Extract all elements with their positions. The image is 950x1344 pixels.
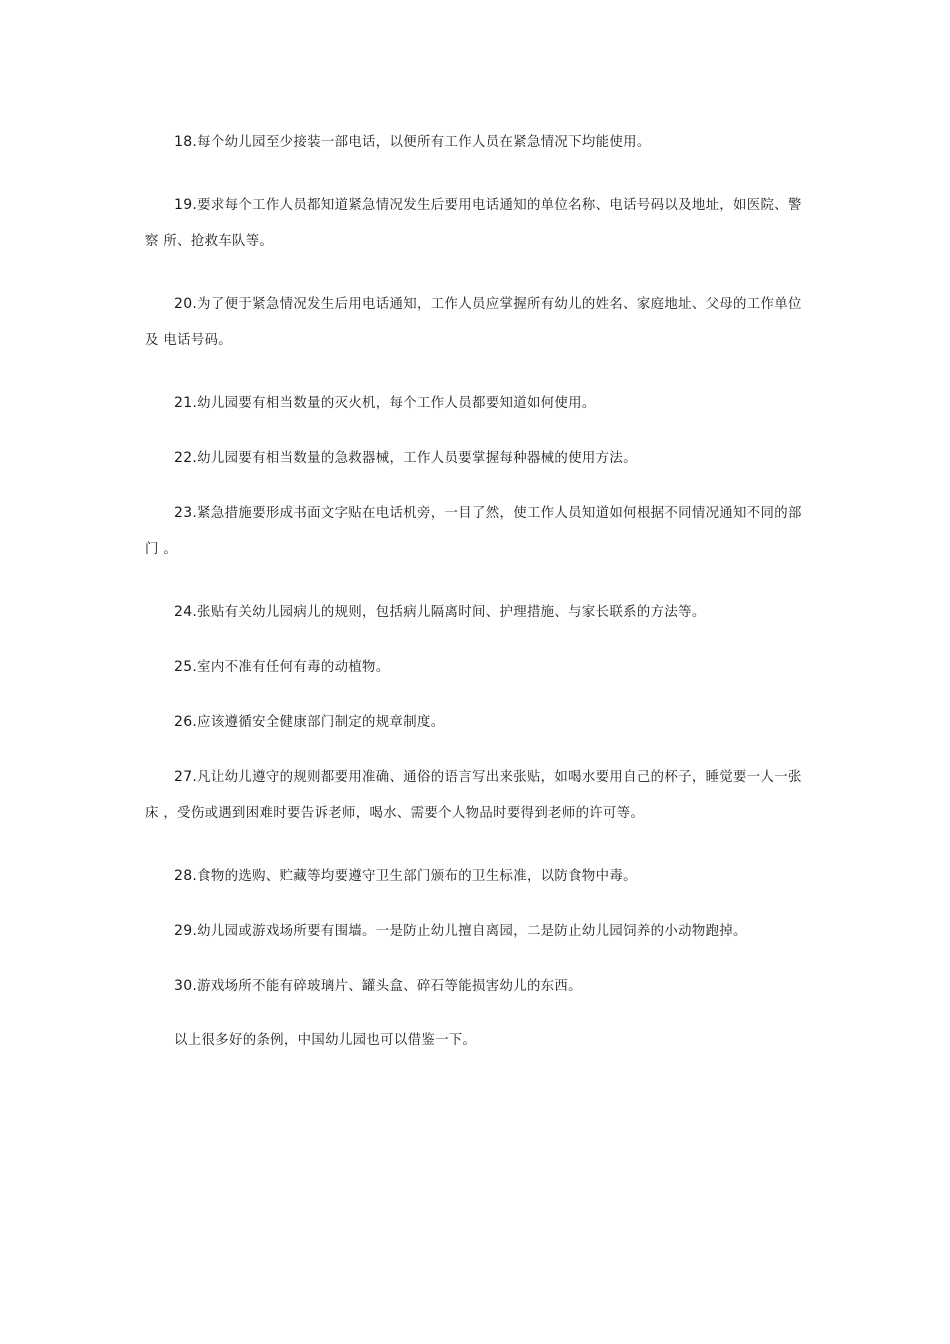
paragraph-26 <box>145 704 813 741</box>
item-text: 室内不准有任何有毒的动植物。 <box>197 660 390 675</box>
item-number: 18. <box>174 134 198 150</box>
item-text: 凡让幼儿遵守的规则都要用准确、通俗的语言写出来张贴，如喝水要用自己的杯子，睡觉要一人一张床 ，受伤或遇到困难时要告诉老师，喝水、需要个人物品时要得到老师的许可等。 <box>145 770 802 821</box>
paragraph-21 <box>145 385 813 422</box>
paragraph-30 <box>145 968 813 1005</box>
item-text: 为了便于紧急情况发生后用电话通知，工作人员应掌握所有幼儿的姓名、家庭地址、父母的工作单位及 电话号码。 <box>145 297 802 348</box>
item-number: 19. <box>174 197 198 213</box>
paragraph-24 <box>145 594 813 631</box>
item-number: 26. <box>174 714 198 730</box>
paragraph-19 <box>145 187 813 260</box>
item-number: 21. <box>174 395 198 411</box>
paragraph-23 <box>145 495 813 568</box>
item-text: 要求每个工作人员都知道紧急情况发生后要用电话通知的单位名称、电话号码以及地址，如医院、警察 所、抢救车队等。 <box>145 198 802 249</box>
closing-paragraph: 以上很多好的条例，中国幼儿园也可以借鉴一下。 <box>174 1033 477 1048</box>
item-number: 23. <box>174 505 198 521</box>
paragraph-18 <box>145 124 813 161</box>
item-text: 紧急措施要形成书面文字贴在电话机旁，一目了然，使工作人员知道如何根据不同情况通知不同的部门 。 <box>145 506 802 557</box>
item-text: 游戏场所不能有碎玻璃片、罐头盒、碎石等能损害幼儿的东西。 <box>197 979 582 994</box>
paragraph-27 <box>145 759 813 832</box>
item-text: 应该遵循安全健康部门制定的规章制度。 <box>197 715 445 730</box>
item-text: 幼儿园要有相当数量的灭火机，每个工作人员都要知道如何使用。 <box>197 396 596 411</box>
paragraph-29 <box>145 913 813 950</box>
item-text: 食物的选购、贮藏等均要遵守卫生部门颁布的卫生标准，以防食物中毒。 <box>197 869 637 884</box>
item-number: 27. <box>174 769 198 785</box>
item-number: 20. <box>174 296 198 312</box>
document-body <box>145 124 813 1077</box>
item-number: 25. <box>174 659 198 675</box>
item-number: 24. <box>174 604 198 620</box>
item-number: 29. <box>174 923 198 939</box>
paragraph-20 <box>145 286 813 359</box>
item-text: 幼儿园或游戏场所要有围墙。一是防止幼儿擅自离园，二是防止幼儿园饲养的小动物跑掉。 <box>197 924 747 939</box>
item-number: 28. <box>174 868 198 884</box>
paragraph-28 <box>145 858 813 895</box>
item-text: 张贴有关幼儿园病儿的规则，包括病儿隔离时间、护理措施、与家长联系的方法等。 <box>197 605 706 620</box>
item-text: 每个幼儿园至少接装一部电话，以便所有工作人员在紧急情况下均能使用。 <box>197 135 651 150</box>
item-number: 30. <box>174 978 198 994</box>
item-text: 幼儿园要有相当数量的急救器械，工作人员要掌握每种器械的使用方法。 <box>197 451 637 466</box>
paragraph-22 <box>145 440 813 477</box>
paragraph-25 <box>145 649 813 686</box>
item-number: 22. <box>174 450 198 466</box>
